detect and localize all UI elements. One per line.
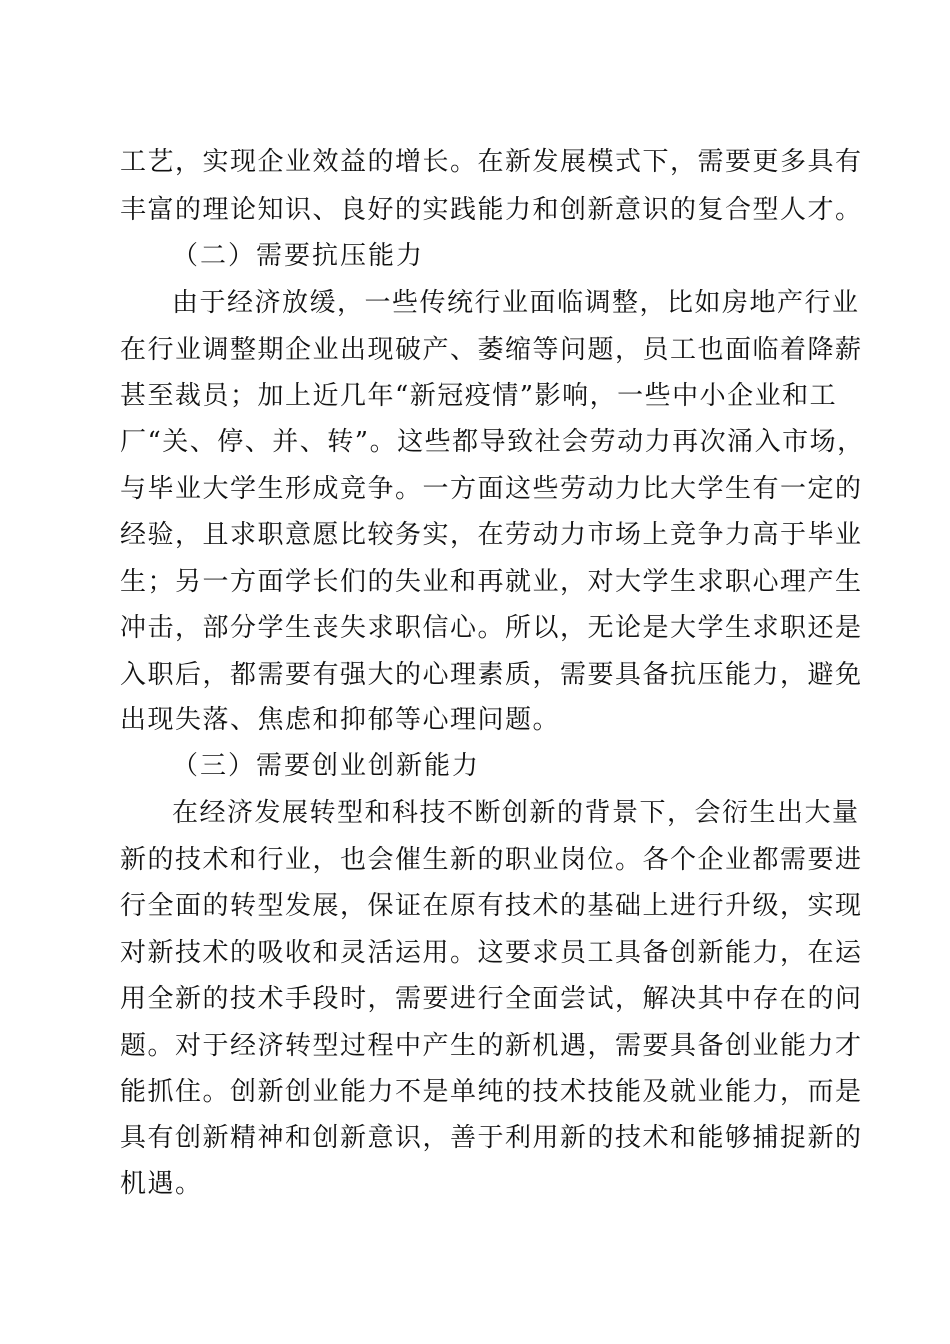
body-text-line: 对新技术的吸收和灵活运用。这要求员工具备创新能力，在运: [120, 938, 863, 968]
body-text-line: 新的技术和行业，也会催生新的职业岗位。各个企业都需要进: [120, 845, 863, 875]
paragraph-first-line: 在经济发展转型和科技不断创新的背景下，会衍生出大量: [172, 798, 860, 828]
body-text-line: 入职后，都需要有强大的心理素质，需要具备抗压能力，避免: [120, 660, 863, 690]
body-text-line: 出现失落、焦虑和抑郁等心理问题。: [120, 705, 561, 735]
body-text-line: 能抓住。创新创业能力不是单纯的技术技能及就业能力，而是: [120, 1077, 863, 1107]
section-heading: （三）需要创业创新能力: [172, 751, 481, 781]
body-text-line: 用全新的技术手段时，需要进行全面尝试，解决其中存在的问: [120, 984, 863, 1014]
section-heading: （二）需要抗压能力: [172, 241, 425, 271]
body-text-line: 行全面的转型发展，保证在原有技术的基础上进行升级，实现: [120, 891, 863, 921]
body-text-line: 机遇。: [120, 1169, 203, 1199]
body-text-line: 在行业调整期企业出现破产、萎缩等问题，员工也面临着降薪: [120, 335, 863, 365]
body-text-line: 题。对于经济转型过程中产生的新机遇，需要具备创业能力才: [120, 1031, 863, 1061]
body-text-line: 厂“关、停、并、转”。这些都导致社会劳动力再次涌入市场，: [120, 427, 865, 457]
body-text-line: 甚至裁员；加上近几年“新冠疫情”影响，一些中小企业和工: [120, 381, 838, 411]
body-text-line: 工艺，实现企业效益的增长。在新发展模式下，需要更多具有: [120, 147, 863, 177]
body-text-line: 经验，且求职意愿比较务实，在劳动力市场上竞争力高于毕业: [120, 520, 863, 550]
paragraph-first-line: 由于经济放缓，一些传统行业面临调整，比如房地产行业: [172, 288, 860, 318]
body-text-line: 生；另一方面学长们的失业和再就业，对大学生求职心理产生: [120, 567, 863, 597]
body-text-line: 具有创新精神和创新意识，善于利用新的技术和能够捕捉新的: [120, 1123, 863, 1153]
body-text-line: 与毕业大学生形成竞争。一方面这些劳动力比大学生有一定的: [120, 474, 863, 504]
body-text-line: 丰富的理论知识、良好的实践能力和创新意识的复合型人才。: [120, 195, 863, 225]
body-text-line: 冲击，部分学生丧失求职信心。所以，无论是大学生求职还是: [120, 613, 863, 643]
